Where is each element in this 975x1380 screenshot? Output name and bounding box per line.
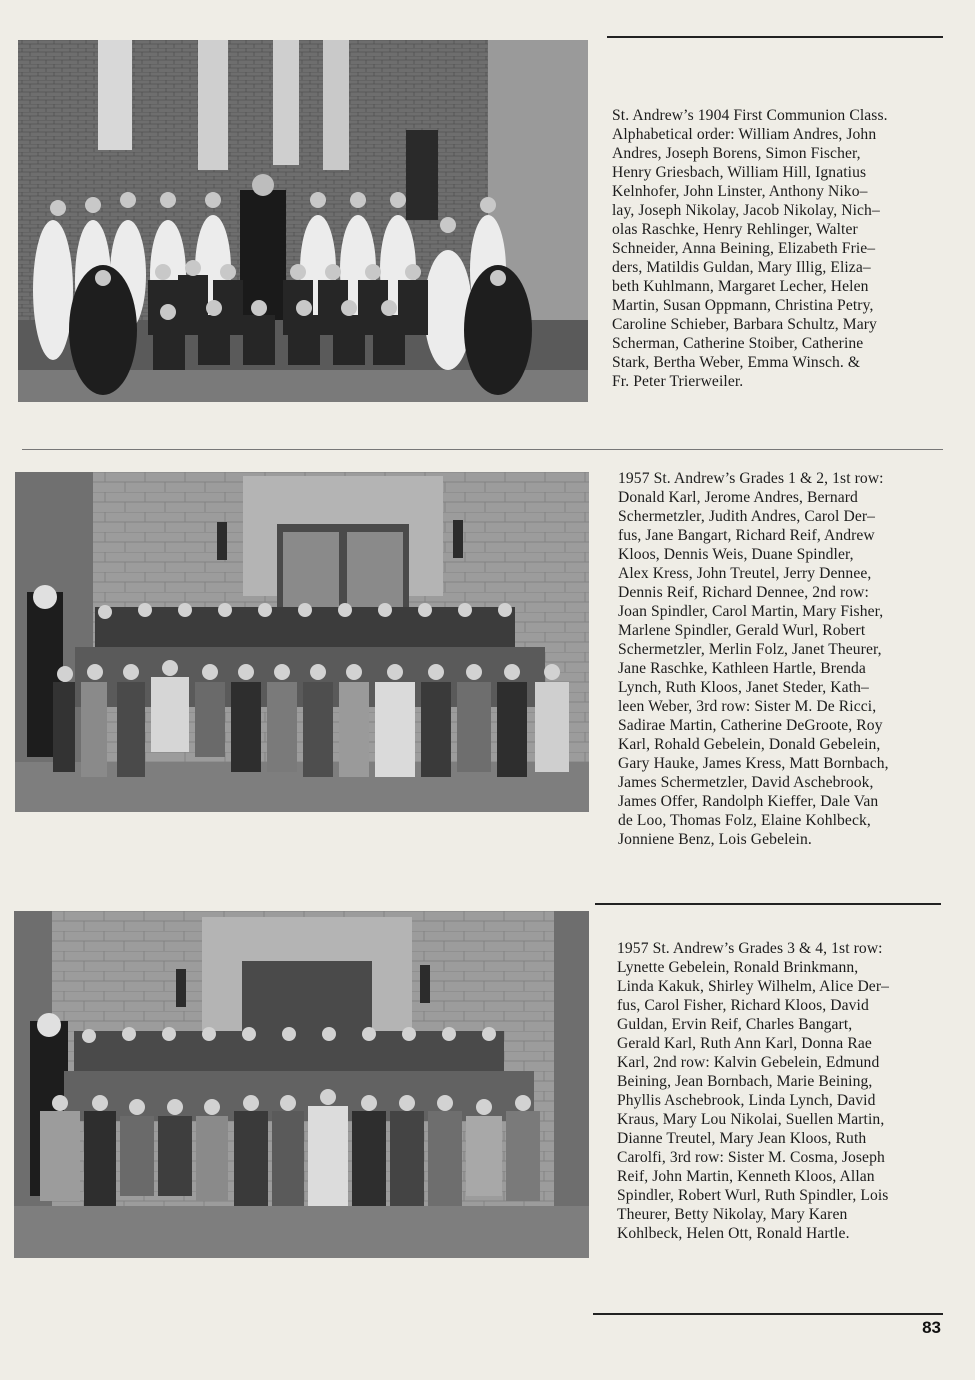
caption-1904-first-communion: St. Andrew’s 1904 First Communion Class. Alphabetical order: William Andres, John Andres, Joseph Borens, Simon Fischer, Henry Griesbach, William Hill, Ignatius Kelnhofer, John Linster, Anthony Niko– lay, Joseph Nikolay, Jacob Nikolay, Nich– olas Raschke, Henry Rehlinger, Walter Schneider, Anna Beining, Elizabeth Frie– ders, Matildis Guldan, Mary Illig, Eliza– beth Kuhlmann, Margaret Lecher, Helen Martin, Susan Oppmann, Christina Petry, Caroline Schieber, Barbara Schultz, Mary Scherman, Catherine Stoiber, Catherine Stark, Bertha Weber, Emma Winsch. & Fr. Peter Trierweiler.	[612, 107, 888, 390]
photo-grades-1-2-image	[15, 472, 589, 812]
photo-1957-grades-1-2	[15, 472, 589, 812]
photo-1957-grades-3-4	[14, 911, 589, 1258]
caption-1957-grades-3-4: 1957 St. Andrew’s Grades 3 & 4, 1st row: Lynette Gebelein, Ronald Brinkmann, Linda Kakuk, Shirley Wilhelm, Alice Der– fus, Carol Fisher, Richard Kloos, David Guldan, Ervin Reif, Charles Bangart, Gerald Karl, Ruth Ann Karl, Donna Rae Karl, 2nd row: Kalvin Gebelein, Edmund Beining, Jean Bornbach, Marie Beining, Phyllis Aschebrook, Linda Lynch, David Kraus, Mary Lou Nikolai, Suellen Martin, Dianne Treutel, Mary Jean Kloos, Ruth Carolfi, 3rd row: Sister M. Cosma, Joseph Reif, John Martin, Kenneth Kloos, Allan Spindler, Robert Wurl, Ruth Spindler, Lois Theurer, Betty Nikolay, Mary Karen Kohlbeck, Helen Ott, Ronald Hartle.	[617, 940, 890, 1242]
photo-grades-3-4-image	[14, 911, 589, 1258]
top-rule	[607, 36, 943, 38]
bottom-rule	[593, 1313, 943, 1315]
caption-1957-grades-1-2: 1957 St. Andrew’s Grades 1 & 2, 1st row: Donald Karl, Jerome Andres, Bernard Schermetzler, Judith Andres, Carol Der– fus, Jane Bangart, Richard Reif, Andrew Kloos, Dennis Weis, Duane Spindler, Alex Kress, John Treutel, Jerry Dennee, Dennis Reif, Richard Dennee, 2nd row: Joan Spindler, Carol Martin, Mary Fisher, Marlene Spindler, Gerald Wurl, Robert Schermetzler, Merlin Folz, Janet Theurer, Jane Raschke, Kathleen Hartle, Brenda Lynch, Ruth Kloos, Janet Steder, Kath– leen Weber, 3rd row: Sister M. De Ricci, Sadirae Martin, Catherine DeGroote, Roy Karl, Rohald Gebelein, Donald Gebelein, Gary Hauke, James Kress, Matt Bornbach, James Schermetzler, David Aschebrook, James Offer, Randolph Kieffer, Dale Van de Loo, Thomas Folz, Elaine Kohlbeck, Jonniene Benz, Lois Gebelein.	[618, 470, 889, 848]
page-number: 83	[922, 1318, 941, 1337]
photo-1904-image	[18, 40, 588, 402]
section-rule-1	[22, 449, 943, 450]
section-rule-2	[595, 903, 941, 905]
photo-1904-first-communion	[18, 40, 588, 402]
